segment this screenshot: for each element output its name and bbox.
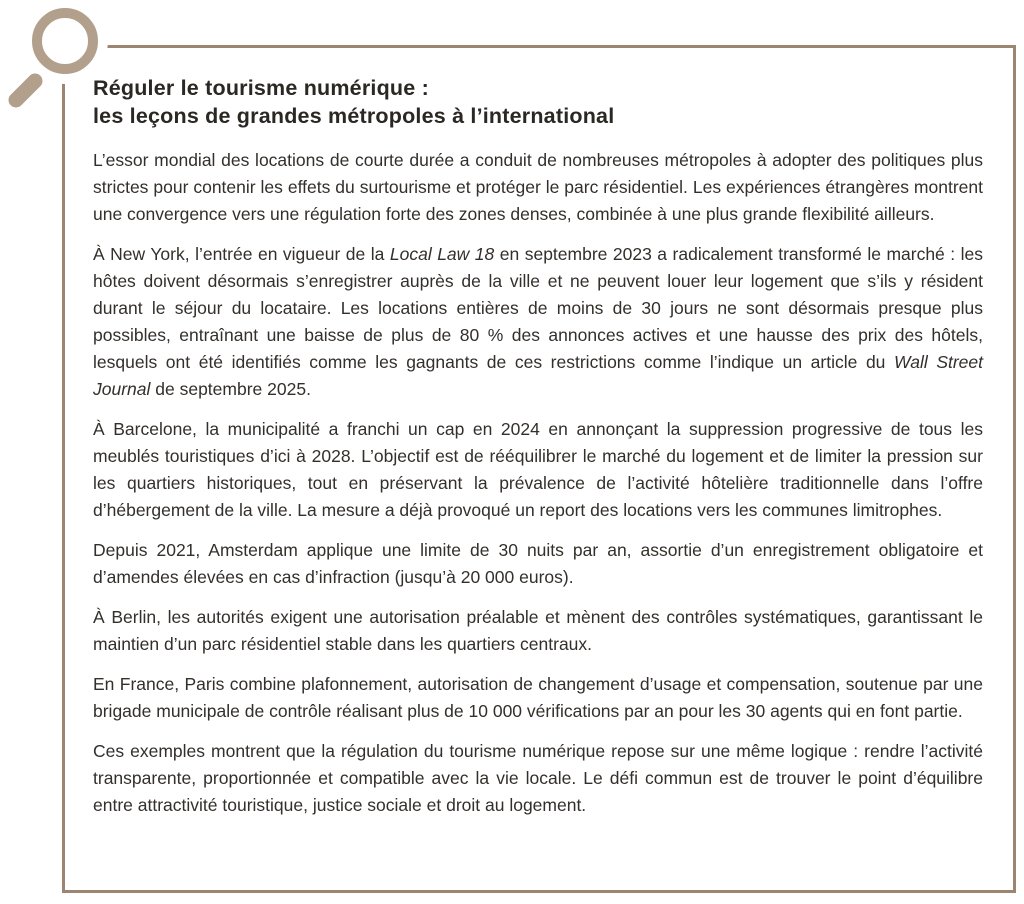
italic-run: Local Law 18 xyxy=(389,244,495,264)
magnifier-handle xyxy=(16,81,35,100)
text-run: Ces exemples montrent que la régulation du tourisme numérique repose sur une même logique : rendre l’activité transparente, proportionnée et compatible avec la vie locale. Le défi commun est de trouver le point d’équilibre entre attractivité touristique, justice sociale et droit au logement. xyxy=(93,741,983,815)
article-title-line-2: les leçons de grandes métropoles à l’international xyxy=(93,104,615,128)
article-title-line-1: Réguler le tourisme numérique : xyxy=(93,76,429,100)
article-body xyxy=(93,147,983,819)
text-run: en septembre 2023 a radicalement transformé le marché : les hôtes doivent désormais s’enregistrer auprès de la ville et ne peuvent louer leur logement que s’ils y résident durant le séjour du locataire. Les locations entières de moins de 30 jours ne sont désormais presque plus possibles, entraînant une baisse de plus de 80 % des annonces actives et une hausse des prix des hôtels, lesquels ont été identifiés comme les gagnants de ces restrictions comme l’indique un article du xyxy=(93,244,984,372)
text-run: En France, Paris combine plafonnement, autorisation de changement d’usage et compensation, soutenue par une brigade municipale de contrôle réalisant plus de 10 000 vérifications par an pour les 30 agents qui en font partie. xyxy=(93,674,983,721)
paragraph xyxy=(93,537,983,591)
magnifying-glass-icon xyxy=(0,0,130,130)
paragraph xyxy=(93,241,983,403)
text-run: À New York, l’entrée en vigueur de la xyxy=(93,244,390,264)
paragraph xyxy=(93,416,983,524)
paragraph xyxy=(93,604,983,658)
article-title xyxy=(93,74,983,130)
text-run: Depuis 2021, Amsterdam applique une limite de 30 nuits par an, assortie d’un enregistrement obligatoire et d’amendes élevées en cas d’infraction (jusqu’à 20 000 euros). xyxy=(93,540,983,587)
text-run: À Berlin, les autorités exigent une autorisation préalable et mènent des contrôles systématiques, garantissant le maintien d’un parc résidentiel stable dans les quartiers centraux. xyxy=(93,607,983,654)
text-run: L’essor mondial des locations de courte durée a conduit de nombreuses métropoles à adopter des politiques plus strictes pour contenir les effets du surtourisme et protéger le parc résidentiel. Les expériences étrangères montrent une convergence vers une régulation forte des zones denses, combinée à une plus grande flexibilité ailleurs. xyxy=(93,150,983,224)
magnifier-lens xyxy=(37,13,93,69)
paragraph xyxy=(93,147,983,228)
paragraph xyxy=(93,738,983,819)
callout-box xyxy=(62,45,1016,893)
paragraph xyxy=(93,671,983,725)
text-run: de septembre 2025. xyxy=(150,379,311,399)
italic-run: Wall Street Journal xyxy=(93,352,984,399)
text-run: À Barcelone, la municipalité a franchi un cap en 2024 en annonçant la suppression progressive de tous les meublés touristiques d’ici à 2028. L’objectif est de rééquilibrer le marché du logement et de limiter la pression sur les quartiers historiques, tout en préservant la prévalence de l’activité hôtelière traditionnelle dans l’offre d’hébergement de la ville. La mesure a déjà provoqué un report des locations vers les communes limitrophes. xyxy=(93,419,983,520)
callout-content xyxy=(65,48,1013,890)
